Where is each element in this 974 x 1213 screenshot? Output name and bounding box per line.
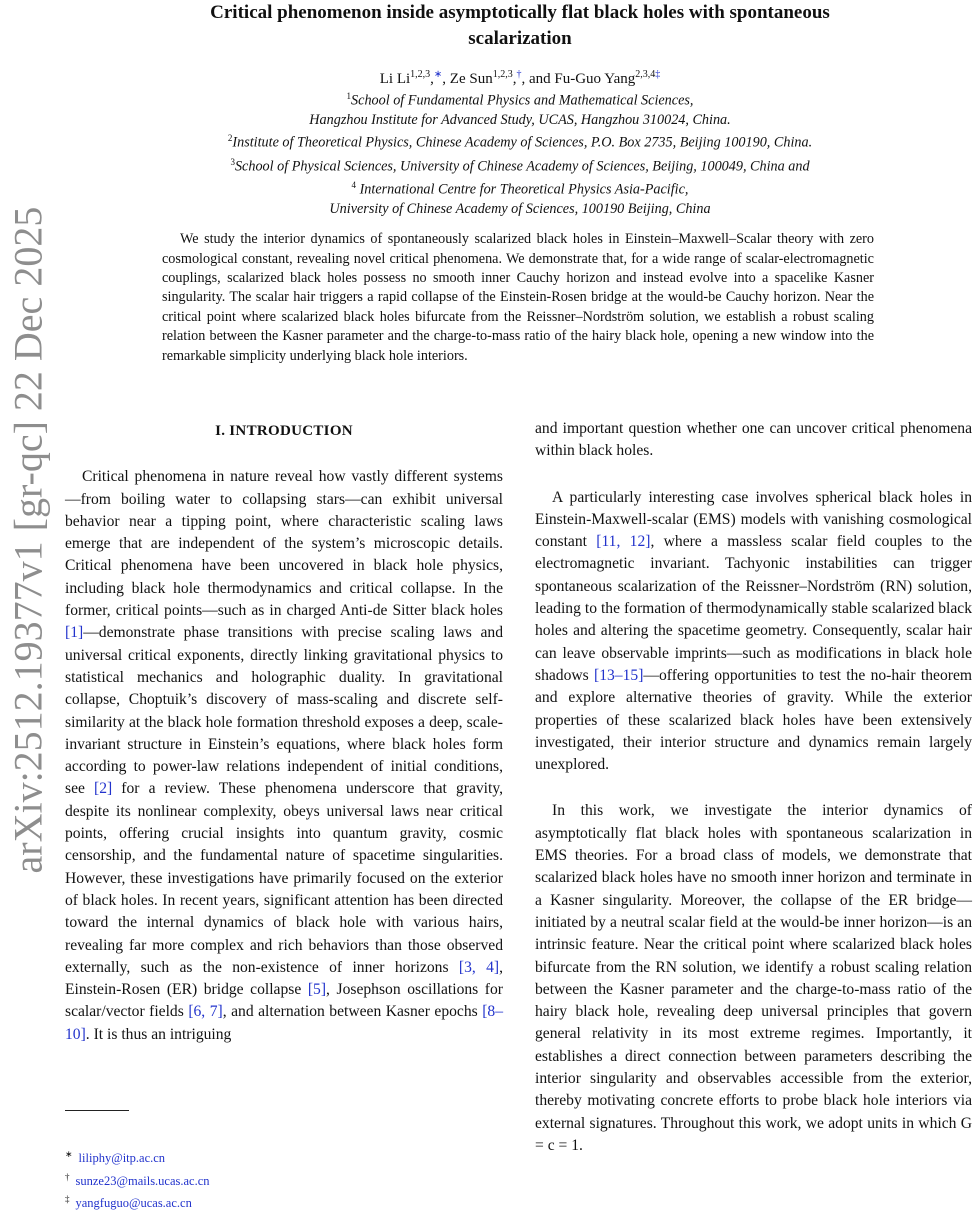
citation-link[interactable]: [2] [94, 780, 113, 798]
arxiv-identifier: arXiv:2512.19377v1 [gr-qc] 22 Dec 2025 [5, 206, 51, 874]
author-affil: 2,3,4 [635, 69, 656, 80]
arxiv-sidebar [0, 0, 60, 1200]
footnote: ‡ yangfuguo@ucas.ac.cn [65, 1194, 192, 1211]
title-line-1: Critical phenomenon inside asymptotically flat black holes with spontaneous [210, 2, 830, 23]
footnote: † sunze23@mails.ucas.ac.cn [65, 1171, 210, 1188]
author-affil: 1,2,3 [410, 69, 431, 80]
left-column [65, 416, 503, 1046]
affiliation-line: $^3$School of Physical Sciences, University of Chinese Academy of Sciences, Beijing, 100049, China and [230, 156, 810, 175]
affiliations [90, 87, 950, 219]
citation-link[interactable]: [13–15] [594, 666, 644, 684]
affiliation-line: $^4$ International Centre for Theoretical Physics Asia-Pacific, [351, 180, 689, 199]
intro-paragraph-1: Critical phenomena in nature reveal how vastly different systems—from boiling water to collapsing stars—can exhibit universal behavior near a tipping point, where characteristic scaling laws emerge that are independent of the system’s microscopic details. Critical phenomena have been uncovered in black hole physics, including black hole thermodynamics and critical collapse. In the former, critical points—such as in charged Anti-de Sitter black holes [1]—demonstrate phase transitions with precise scaling laws and universal critical exponents, directly linking gravitational physics to statistical mechanics and holographic duality. In gravitational collapse, Choptuik’s discovery of mass-scaling and discrete self-similarity at the black hole formation threshold exposes a deep, scale-invariant structure in Einstein’s equations, where black holes form according to power-law relations independent of initial conditions, see [2] for a review. These phenomena underscore that gravity, despite its nonlinear complexity, obeys universal laws near critical points, offering crucial insights into quantum gravity, cosmic censorship, and the fundamental nature of spacetime singularities. However, these investigations have primarily focused on the exterior of black holes. In recent years, significant attention has been directed toward the internal dynamics of black hole with various hairs, revealing far more complex and rich behaviors than those observed externally, such as the non-existence of inner horizons [3, 4], Einstein-Rosen (ER) bridge collapse [5], Josephson oscillations for scalar/vector fields [6, 7], and alternation between Kasner epochs [8–10]. It is thus an intriguing [65, 468, 504, 1043]
footnote: ∗ liliphy@itp.ac.cn [65, 1149, 166, 1166]
author-name: Fu-Guo Yang [554, 71, 636, 87]
affiliation-line: $^1$School of Fundamental Physics and Mathematical Sciences, [346, 91, 694, 109]
citation-link[interactable]: [11, 12] [596, 533, 651, 551]
email-link[interactable]: sunze23@mails.ucas.ac.cn [75, 1173, 210, 1188]
author-name: Ze Sun [449, 71, 493, 87]
citation-link[interactable]: [6, 7] [188, 1003, 223, 1021]
footnote-rule [65, 1110, 129, 1111]
email-link[interactable]: liliphy@itp.ac.cn [78, 1151, 166, 1166]
intro-paragraph-2: A particularly interesting case involves spherical black holes in Einstein-Maxwell-scalar (EMS) models with vanishing cosmological constant [11, 12], where a massless scalar field couples to the electromagnetic invariant. Tachyonic instabilities can trigger spontaneous scalarization of the Reissner–Nordström (RN) solution, leading to the formation of thermodynamically stable scalarized black holes and altering the spacetime geometry. Consequently, scalar hair can leave observable imprints—such as modifications in black hole shadows [13–15]—offering opportunities to test the no-hair theorem and explore alternative theories of gravity. While the exterior properties of these scalarized black holes have been extensively investigated, their interior structure and dynamics remain largely unexplored. [535, 488, 972, 774]
author-footnote-link[interactable]: ∗ [433, 69, 443, 80]
intro-paragraph-3: In this work, we investigate the interior dynamics of asymptotically flat black holes with spontaneous scalarization in EMS theories. For a broad class of models, we demonstrate that scalarized black holes have no smooth inner horizon and terminate in a Kasner singularity. Moreover, the collapse of the ER bridge—initiated by a neutral scalar field at the would-be inner horizon—is an intrinsic feature. Near the critical point where scalarized black holes bifurcate from the RN solution, we identify a robust scaling relation between the Kasner parameter and the charge-to-mass ratio of the hairy black hole, revealing deep universal principles that govern general relativity in its most extreme regimes. Importantly, it establishes a direct connection between parameters describing the interior singularity and observables accessible from the exterior, thereby motivating concrete efforts to probe black hole interiors via external signatures. Throughout this work, we adopt units in which G = c = 1. [535, 802, 972, 1154]
citation-link[interactable]: [5] [307, 981, 327, 999]
author-list: Li Li$^{1,2,3}$,∗, Ze Sun$^{1,2,3}$,†, and Fu-Guo Yang$^{2,3,4\ddagger}$ [379, 69, 661, 87]
right-column [535, 418, 972, 1157]
author-affil: 1,2,3 [492, 69, 513, 80]
citation-link[interactable]: [8–10] [65, 1003, 504, 1043]
intro-paragraph-1-cont: and important question whether one can uncover critical phenomena within black holes. [535, 420, 972, 460]
affiliation-line: $^2$Institute of Theoretical Physics, Chinese Academy of Sciences, P.O. Box 2735, Beijing 100190, China. [227, 133, 813, 152]
footnotes [65, 1145, 210, 1213]
email-link[interactable]: yangfuguo@ucas.ac.cn [75, 1196, 192, 1211]
title-line-2: scalarization [468, 28, 572, 49]
affiliation-line: Hangzhou Institute for Advanced Study, UCAS, Hangzhou 310024, China. [309, 111, 731, 128]
section-heading: I. INTRODUCTION [215, 423, 353, 439]
author-footnote-link[interactable]: ‡ [655, 69, 661, 80]
affiliation-line: University of Chinese Academy of Sciences, 100190 Beijing, China [329, 200, 711, 217]
citation-link[interactable]: [3, 4] [458, 958, 500, 976]
abstract: We study the interior dynamics of spontaneously scalarized black holes in Einstein–Maxwell–Scalar theory with zero cosmological constant, revealing novel critical phenomena. We demonstrate that, for a wide range of scalar-electromagnetic couplings, scalarized black holes possess no smooth inner Cauchy horizon and instead evolve into a spacelike Kasner singularity. The scalar hair triggers a rapid collapse of the Einstein-Rosen bridge at the would-be Cauchy horizon. Near the critical point where scalarized black holes bifurcate from the Reissner–Nordström solution, we establish a robust scaling relation between the Kasner parameter and the charge-to-mass ratio of the hairy black hole, opening a new window into the remarkable simplicity underlying black hole interiors. [162, 231, 874, 364]
author-footnote-link[interactable]: † [516, 69, 522, 80]
author-name: Li Li [379, 71, 411, 87]
paper-title [90, 0, 950, 52]
citation-link[interactable]: [1] [65, 624, 84, 642]
